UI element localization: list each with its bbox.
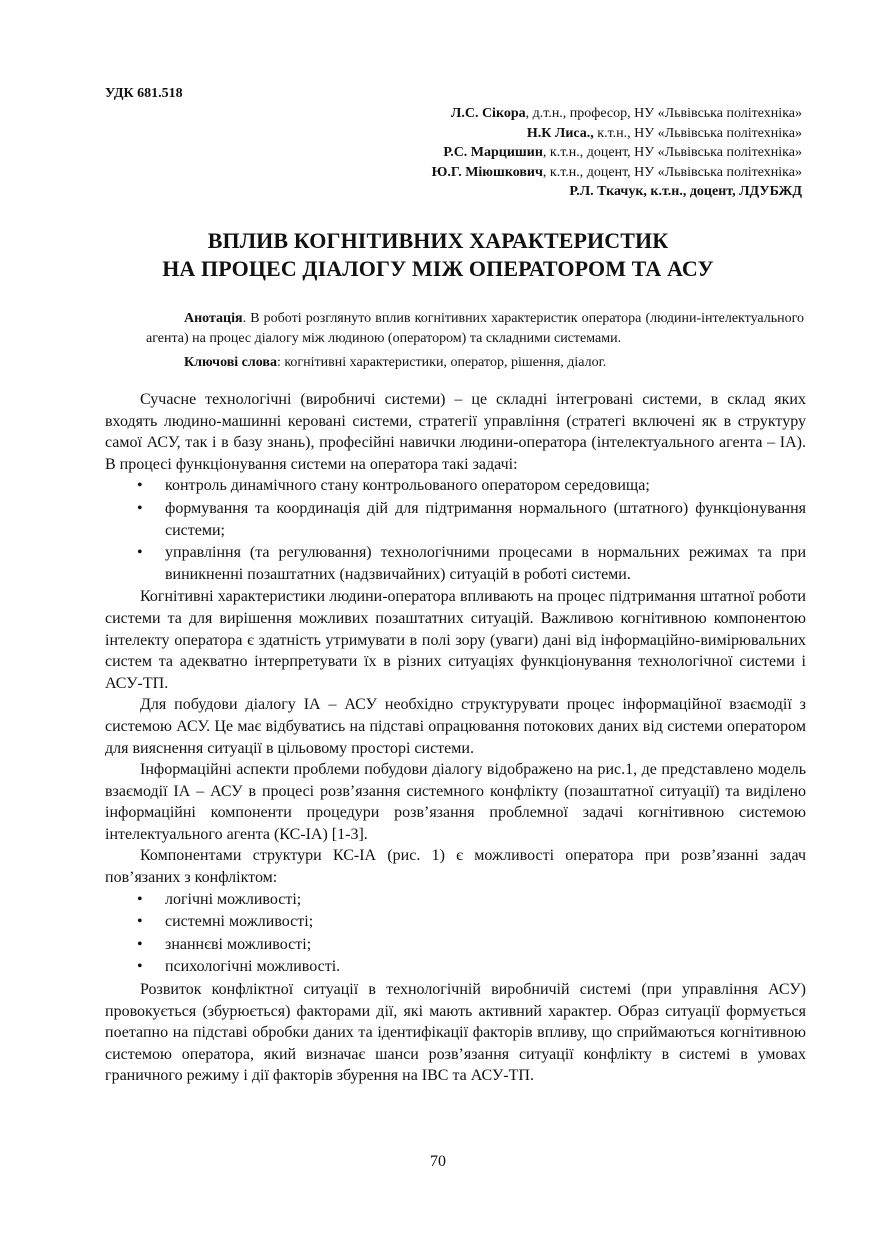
author-details: , к.т.н., доцент, ЛДУБЖД [643, 184, 802, 199]
list-item: • управління (та регулювання) технологічними процесами в нормальних режимах та при виникненні позаштатних (надзвичайних) ситуацій в роботі системи. [137, 544, 806, 583]
author-name: Ю.Г. Міюшкович [431, 164, 543, 180]
author-list [432, 104, 802, 202]
bullet-icon: • [137, 913, 143, 931]
author-details: к.т.н., НУ «Львівська політехніка» [593, 125, 802, 141]
keywords-label: Ключові слова [184, 355, 277, 370]
list-item: • контроль динамічного стану контрольованого оператором середовища; [105, 475, 806, 497]
bullet-icon: • [137, 935, 143, 953]
bullet-icon: • [137, 890, 143, 908]
list-item: • системні можливості; [105, 911, 806, 933]
author-name: Л.С. Сікора [450, 106, 526, 121]
paragraph-4: Інформаційні аспекти проблеми побудови діалогу відображено на рис.1, де представлено модель взаємодії ІА – АСУ в процесі розв’язання системного конфлікту (позаштатної ситуації) та виділено інформаційні компоненти процедури розв’язання проблемної задачі когнітивною системою інтелектуального агента (КС-ІА) [1-3]. [105, 761, 806, 843]
list-item: • логічні можливості; [105, 889, 806, 911]
paragraph-2: Когнітивні характеристики людини-оператора впливають на процес підтримання штатної роботи системи та для вирішення можливих позаштатних ситуацій. Важливою когнітивною компонентою інтелекту оператора є здатність утримувати в полі зору (уваги) дані від інформаційно-вимірювальних систем та адекватно інтерпретувати їх в різних ситуаціях функціонування технологічної системи і АСУ-ТП. [105, 588, 806, 692]
page-number: 70 [430, 1153, 446, 1170]
list-item: • знаннєві можливості; [105, 934, 806, 956]
author-name: Н.К Лиса., [526, 125, 594, 141]
list-item: • психологічні можливості. [105, 956, 806, 978]
tasks-list [105, 475, 806, 585]
abstract-section [146, 309, 804, 373]
paragraph-5: Компонентами структури КС-ІА (рис. 1) є можливості оператора при розв’язанні задач пов’язаних з конфліктом: [105, 847, 806, 887]
author-name: Р.С. Марцишин [443, 145, 543, 160]
bullet-icon: • [137, 958, 143, 976]
abstract-paragraph [146, 309, 804, 349]
keywords-text: : когнітивні характеристики, оператор, рішення, діалог. [276, 355, 607, 370]
abstract-label: Анотація [184, 311, 243, 326]
author-name: Р.Л. Ткачук [569, 184, 644, 199]
author-line [432, 104, 802, 124]
bullet-icon: • [137, 544, 143, 562]
body-text [105, 389, 806, 1087]
author-details: , д.т.н., професор, НУ «Львівська політехніка» [525, 106, 802, 121]
paragraph-6: Розвиток конфліктної ситуації в технологічній виробничій системі (при управління АСУ) провокується (збурюється) факторами дії, які мають активний характер. Образ ситуації формується поетапно на підставі обробки даних та ідентифікації факторів впливу, що сприймаються когнітивною системою оператора, який визначає шанси розв’язання ситуації конфлікту в системі в умовах граничного режиму і дії факторів збурення на ІВС та АСУ-ТП. [105, 981, 806, 1085]
paper-title [0, 227, 876, 283]
keywords-paragraph [146, 353, 804, 373]
capabilities-list [105, 889, 806, 978]
bullet-icon: • [137, 499, 143, 517]
author-line [432, 143, 802, 163]
author-line [432, 163, 802, 183]
paragraph-3: Для побудови діалогу ІА – АСУ необхідно структурувати процес інформаційної взаємодії з системою АСУ. Це має відбуватись на підставі опрацювання потокових даних від системи оператором для вияснення ситуації в цільовому просторі системи. [105, 696, 806, 757]
author-line [432, 182, 802, 202]
author-details: , к.т.н., доцент, НУ «Львівська політехніка» [542, 164, 802, 180]
title-line-2: НА ПРОЦЕС ДІАЛОГУ МІЖ ОПЕРАТОРОМ ТА АСУ [162, 256, 714, 281]
bullet-icon: • [137, 477, 143, 495]
title-line-1: ВПЛИВ КОГНІТИВНИХ ХАРАКТЕРИСТИК [207, 228, 669, 253]
udc-code: УДК 681.518 [105, 86, 183, 101]
list-item: • формування та координація дій для підтримання нормального (штатного) функціонування системи; [137, 499, 806, 539]
abstract-text: . В роботі розглянуто вплив когнітивних характеристик оператора (людини-інтелектуального агента) на процес діалогу між людиною (оператором) та складними системами. [146, 311, 804, 346]
paragraph-1: Сучасне технологічні (виробничі системи) – це складні інтегровані системи, в склад яких входять людино-машинні керовані системи, стратегії управління (стратегі включені як в структуру самої АСУ, так і в базу знань), професійні навички людини-оператора (інтелектуального агента – ІА). В процесі функціонування системи на оператора такі задачі: [105, 391, 806, 473]
author-details: , к.т.н., доцент, НУ «Львівська політехніка» [542, 145, 802, 160]
author-line [432, 124, 802, 144]
